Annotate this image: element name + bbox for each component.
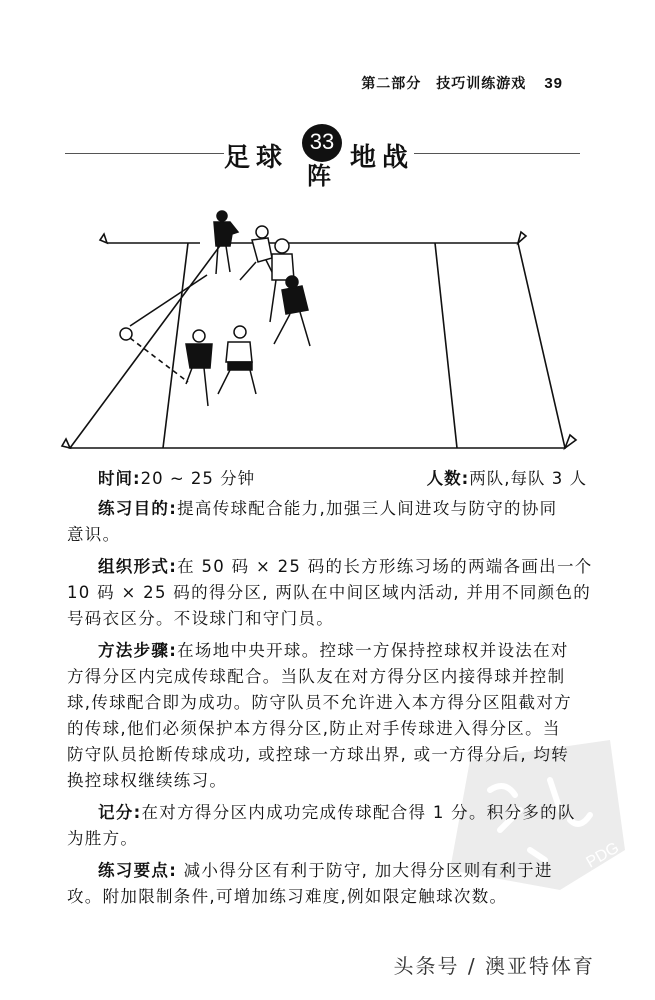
player-dark-2 (274, 276, 310, 346)
player-light-1 (240, 226, 276, 280)
paragraph-label: 练习要点: (98, 861, 178, 880)
body-text (67, 466, 593, 916)
paragraph-text: 在对方得分区内成功完成传球配合得 1 分。积分多的队 (141, 803, 576, 822)
paragraph-line (67, 768, 587, 794)
title-part1: 足球 (224, 137, 288, 174)
paragraph-text: 减小得分区有利于防守, 加大得分区则有利于进 (177, 861, 553, 880)
paragraph-line (67, 664, 587, 690)
stamp-text: PDG (583, 839, 623, 872)
paragraph (67, 800, 587, 852)
title-rule-left (65, 153, 230, 154)
paragraph (67, 496, 587, 548)
paragraph-text: 攻。附加限制条件,可增加练习难度,例如限定触球次数。 (67, 887, 508, 906)
pass-line (130, 275, 207, 326)
paragraph-text: 为胜方。 (67, 829, 139, 848)
title-sub: 阵 (307, 162, 331, 190)
players-label: 人数: (426, 469, 470, 488)
time-value: 20 ~ 25 分钟 (140, 469, 256, 488)
title-number-badge: 33 (302, 124, 342, 162)
title-rule-right (408, 153, 580, 154)
running-header (361, 73, 563, 93)
paragraph-line (67, 580, 592, 606)
paragraph-text: 在场地中央开球。控球一方保持控球权并设法在对 (177, 641, 569, 660)
sections (67, 496, 593, 910)
player-dark-3 (186, 330, 212, 406)
paragraph-line (67, 606, 587, 632)
paragraph-line (67, 690, 587, 716)
field-outline (70, 243, 565, 448)
player-light-3 (218, 326, 256, 394)
paragraph-line (67, 638, 587, 664)
players-value: 两队,每队 3 人 (469, 469, 587, 488)
paragraph-text: 号码衣区分。不设球门和守门员。 (67, 609, 334, 628)
paragraph-line (67, 742, 587, 768)
paragraph-line (67, 554, 593, 580)
paragraph-label: 记分: (98, 803, 142, 822)
ball-icon (120, 328, 132, 340)
paragraph (67, 638, 587, 794)
title-part2: 地战 (350, 137, 414, 174)
scoring-zone-line-left (163, 243, 188, 448)
paragraph-text: 的传球,他们必须保护本方得分区,防止对手传球进入得分区。当 (67, 719, 561, 738)
paragraph-text: 防守队员抢断传球成功, 或控球一方球出界, 或一方得分后, 均转 (67, 745, 570, 764)
footer-source: 头条号 / 澳亚特体育 (393, 954, 595, 978)
field-illustration (0, 200, 655, 460)
paragraph-line (67, 858, 587, 884)
paragraph-label: 练习目的: (98, 499, 178, 518)
paragraph-line (67, 522, 587, 548)
paragraph-text: 意识。 (67, 525, 121, 544)
paragraph-text: 提高传球配合能力,加强三人间进攻与防守的协同 (177, 499, 558, 518)
paragraph-line (67, 884, 587, 910)
scoring-zone-line-right (435, 243, 457, 448)
paragraph (67, 858, 587, 910)
paragraph-line (67, 826, 587, 852)
paragraph-label: 方法步骤: (98, 641, 178, 660)
players-info (427, 466, 587, 492)
paragraph-line (67, 716, 587, 742)
time-info (98, 466, 255, 492)
section-title: 第二部分 技巧训练游戏 (361, 76, 527, 92)
page-number: 39 (544, 75, 563, 92)
time-label: 时间: (98, 469, 141, 488)
paragraph (67, 554, 593, 632)
paragraph-text: 在 50 码 × 25 码的长方形练习场的两端各画出一个 (177, 557, 593, 576)
run-line-dashed (130, 338, 188, 382)
paragraph-label: 组织形式: (98, 557, 178, 576)
meta-row (67, 466, 587, 492)
corner-flags (62, 232, 576, 448)
paragraph-text: 10 码 × 25 码的得分区, 两队在中间区域内活动, 并用不同颜色的 (67, 583, 592, 602)
players (186, 211, 310, 406)
paragraph-text: 换控球权继续练习。 (67, 771, 228, 790)
paragraph-line (67, 800, 587, 826)
paragraph-line (67, 496, 587, 522)
paragraph-text: 球,传球配合即为成功。防守队员不允许进入本方得分区阻截对方 (67, 693, 572, 712)
paragraph-text: 方得分区内完成传球配合。当队友在对方得分区内接得球并控制 (67, 667, 566, 686)
